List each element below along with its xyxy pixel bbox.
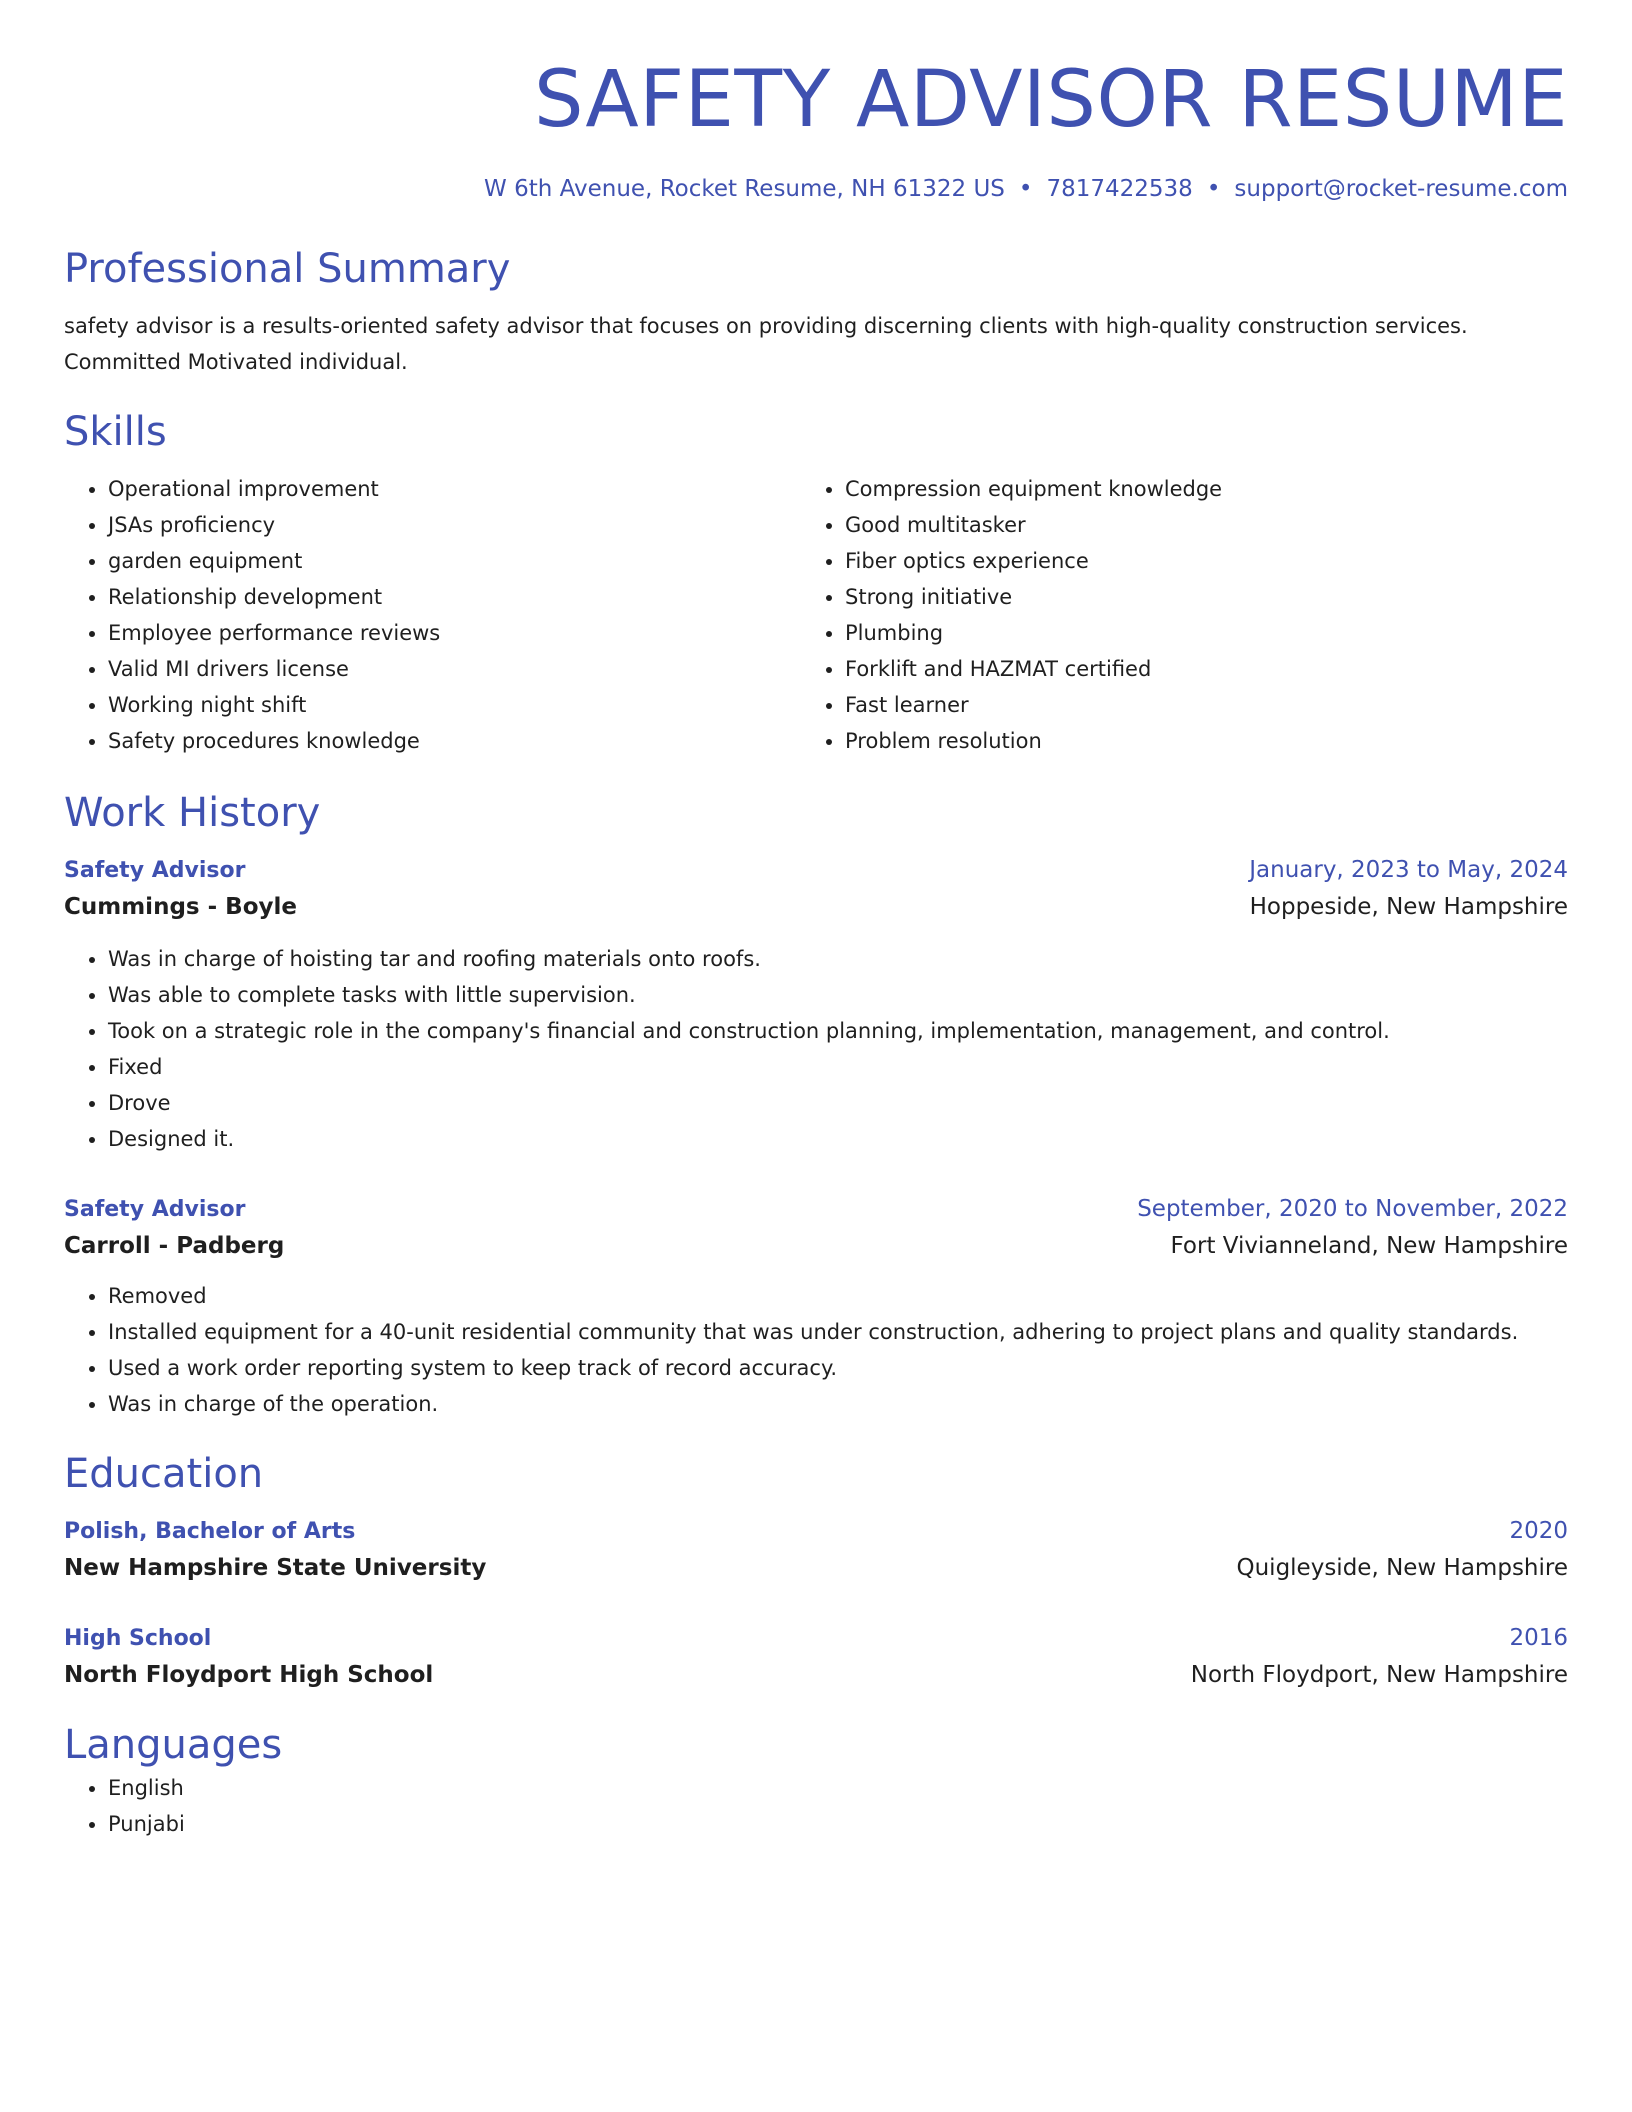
education-year: 2020 — [1509, 1518, 1568, 1544]
skill-item: • Employee performance reviews — [108, 615, 801, 651]
job-entry — [64, 1191, 1568, 1422]
education-year: 2016 — [1509, 1625, 1568, 1651]
work-history-heading: Work History — [64, 790, 321, 836]
skill-item: • Relationship development — [108, 579, 801, 615]
education-heading: Education — [64, 1451, 264, 1497]
contact-address: W 6th Avenue, Rocket Resume, NH 61322 US — [484, 176, 1005, 202]
summary-text: safety advisor is a results-oriented safety advisor that focuses on providing discerning clients with high-quality construction services. Committed Motivated individual. — [64, 314, 1468, 374]
skill-item: • Forklift and HAZMAT certified — [845, 651, 1538, 687]
job-company: Cummings - Boyle — [64, 894, 297, 920]
job-duty: • Used a work order reporting system to keep track of record accuracy. — [108, 1350, 1568, 1386]
contact-line — [64, 174, 1568, 204]
skills-list-left — [64, 471, 801, 759]
job-duty: • Removed — [108, 1278, 1568, 1314]
skill-item: • JSAs proficiency — [108, 507, 801, 543]
contact-phone: 7817422538 — [1046, 176, 1193, 202]
work-history-section — [64, 788, 1568, 1422]
skill-item: • Compression equipment knowledge — [845, 471, 1538, 507]
skill-item: • Working night shift — [108, 687, 801, 723]
skill-item: • Operational improvement — [108, 471, 801, 507]
job-duty: • Designed it. — [108, 1121, 1568, 1157]
skill-item: • Valid MI drivers license — [108, 651, 801, 687]
summary-section — [64, 244, 1568, 380]
skill-item: • Plumbing — [845, 615, 1538, 651]
job-company: Carroll - Padberg — [64, 1233, 285, 1259]
job-employer-row — [64, 1228, 1568, 1264]
education-school: North Floydport High School — [64, 1662, 434, 1688]
job-duty: • Drove — [108, 1085, 1568, 1121]
job-duty: • Was able to complete tasks with little supervision. — [108, 977, 1568, 1013]
job-duty: • Installed equipment for a 40-unit residential community that was under construction, adhering to project plans and quality standards. — [108, 1314, 1568, 1350]
education-location: Quigleyside, New Hampshire — [1236, 1555, 1568, 1581]
education-entry — [64, 1513, 1568, 1586]
languages-list — [64, 1770, 1568, 1842]
job-dates: September, 2020 to November, 2022 — [1137, 1196, 1568, 1222]
job-title: Safety Advisor — [64, 858, 246, 883]
education-location: North Floydport, New Hampshire — [1190, 1662, 1568, 1688]
job-duty: • Took on a strategic role in the company's financial and construction planning, implementation, management, and control. — [108, 1013, 1568, 1049]
skills-grid — [64, 471, 1568, 759]
skill-item: • Problem resolution — [845, 723, 1538, 759]
skills-column-right — [801, 471, 1538, 759]
skills-section — [64, 407, 1568, 759]
job-entry — [64, 852, 1568, 1157]
summary-heading: Professional Summary — [64, 246, 511, 292]
education-header-row — [64, 1513, 1568, 1550]
skill-item: • Safety procedures knowledge — [108, 723, 801, 759]
language-item: • Punjabi — [108, 1806, 1568, 1842]
job-duty: • Was in charge of hoisting tar and roofing materials onto roofs. — [108, 941, 1568, 977]
job-duties-list — [64, 1278, 1568, 1422]
skills-column-left — [64, 471, 801, 759]
job-duty: • Fixed — [108, 1049, 1568, 1085]
contact-email: support@rocket-resume.com — [1234, 176, 1568, 202]
languages-section — [64, 1720, 1568, 1842]
resume-header — [64, 50, 1568, 204]
language-item: • English — [108, 1770, 1568, 1806]
education-degree: High School — [64, 1626, 212, 1651]
skills-heading: Skills — [64, 409, 167, 455]
job-duties-list — [64, 941, 1568, 1157]
education-degree: Polish, Bachelor of Arts — [64, 1519, 356, 1544]
contact-separator: • — [1206, 176, 1221, 202]
job-dates: January, 2023 to May, 2024 — [1249, 857, 1568, 883]
education-entry — [64, 1620, 1568, 1693]
skill-item: • garden equipment — [108, 543, 801, 579]
job-header-row — [64, 1191, 1568, 1228]
education-school: New Hampshire State University — [64, 1555, 487, 1581]
contact-separator: • — [1018, 176, 1033, 202]
job-location: Fort Vivianneland, New Hampshire — [1170, 1233, 1568, 1259]
skill-item: • Fast learner — [845, 687, 1538, 723]
education-section — [64, 1449, 1568, 1693]
education-school-row — [64, 1657, 1568, 1693]
education-header-row — [64, 1620, 1568, 1657]
job-title: Safety Advisor — [64, 1197, 246, 1222]
languages-heading: Languages — [64, 1722, 283, 1768]
job-header-row — [64, 852, 1568, 889]
job-employer-row — [64, 889, 1568, 925]
skills-list-right — [801, 471, 1538, 759]
resume-title: SAFETY ADVISOR RESUME — [533, 55, 1568, 145]
skill-item: • Strong initiative — [845, 579, 1538, 615]
job-location: Hoppeside, New Hampshire — [1249, 894, 1568, 920]
education-school-row — [64, 1550, 1568, 1586]
skill-item: • Good multitasker — [845, 507, 1538, 543]
job-duty: • Was in charge of the operation. — [108, 1386, 1568, 1422]
skill-item: • Fiber optics experience — [845, 543, 1538, 579]
